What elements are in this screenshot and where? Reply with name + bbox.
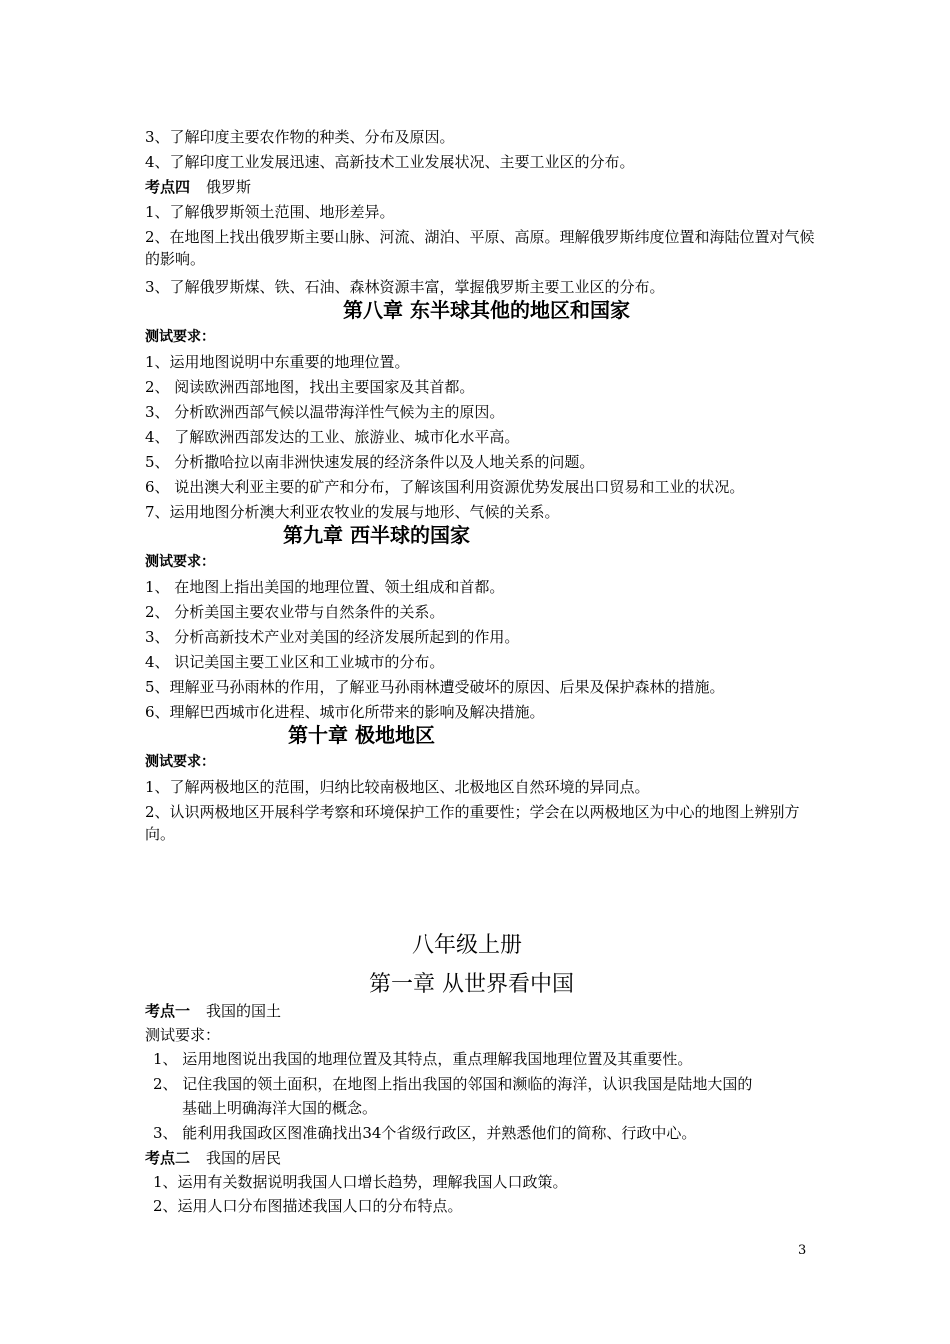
territory-item-3: 3、 能利用我国政区图准确找出34个省级行政区，并熟悉他们的简称、行政中心。 [153,1124,697,1142]
ch9-item: 5、理解亚马孙雨林的作用，了解亚马孙雨林遭受破坏的原因、后果及保护森林的措施。 [145,678,725,696]
requirements-label: 测试要求： [145,1026,221,1044]
territory-item-2-cont: 基础上明确海洋大国的概念。 [182,1099,378,1117]
kaodian-title: 我国的居民 [206,1149,282,1167]
ch10-item: 1、了解两极地区的范围，归纳比较南极地区、北极地区自然环境的异同点。 [145,778,650,796]
kaodian-label: 考点四 [145,178,191,196]
ch8-item: 6、 说出澳大利亚主要的矿产和分布，了解该国利用资源优势发展出口贸易和工业的状况。 [145,478,745,496]
chapter-9-requirements-label: 测试要求： [145,554,215,570]
ch9-item: 2、 分析美国主要农业带与自然条件的关系。 [145,603,445,621]
ch9-item: 1、 在地图上指出美国的地理位置、领土组成和首都。 [145,578,505,596]
kaodian-label: 考点二 [145,1149,191,1167]
population-item-2: 2、运用人口分布图描述我国人口的分布特点。 [153,1197,463,1215]
kaodian-1-heading [145,1000,281,1022]
chapter-1-title: 第一章 从世界看中国 [369,972,574,997]
territory-item-1: 1、 运用地图说出我国的地理位置及其特点，重点理解我国地理位置及其重要性。 [153,1050,693,1068]
russia-item-2: 2、在地图上找出俄罗斯主要山脉、河流、湖泊、平原、高原。理解俄罗斯纬度位置和海陆位置对气候的影响。 [145,228,815,268]
india-item-4: 4、了解印度工业发展迅速、高新技术工业发展状况、主要工业区的分布。 [145,153,635,171]
chapter-9-title: 第九章 西半球的国家 [283,523,470,547]
ch8-item: 2、 阅读欧洲西部地图，找出主要国家及其首都。 [145,378,475,396]
ch8-item: 7、运用地图分析澳大利亚农牧业的发展与地形、气候的关系。 [145,503,560,521]
kaodian-title: 俄罗斯 [206,178,252,196]
ch10-item: 2、认识两极地区开展科学考察和环境保护工作的重要性；学会在以两极地区为中心的地图上辨别方向。 [145,803,800,843]
chapter-8-title: 第八章 东半球其他的地区和国家 [343,298,630,322]
page-number: 3 [798,1243,807,1258]
india-item-3: 3、了解印度主要农作物的种类、分布及原因。 [145,128,455,146]
ch8-item: 5、 分析撒哈拉以南非洲快速发展的经济条件以及人地关系的问题。 [145,453,595,471]
ch8-item: 1、运用地图说明中东重要的地理位置。 [145,353,410,371]
chapter-8-requirements-label: 测试要求： [145,329,215,345]
territory-item-2: 2、 记住我国的领土面积，在地图上指出我国的邻国和濒临的海洋，认识我国是陆地大国的 [153,1075,753,1093]
kaodian-label: 考点一 [145,1002,191,1020]
kaodian-title: 我国的国土 [206,1002,282,1020]
ch8-item: 4、 了解欧洲西部发达的工业、旅游业、城市化水平高。 [145,428,520,446]
kaodian-2-heading [145,1147,281,1169]
russia-item-3: 3、了解俄罗斯煤、铁、石油、森林资源丰富，掌握俄罗斯主要工业区的分布。 [145,278,665,296]
ch9-item: 3、 分析高新技术产业对美国的经济发展所起到的作用。 [145,628,520,646]
ch9-item: 6、理解巴西城市化进程、城市化所带来的影响及解决措施。 [145,703,545,721]
ch8-item: 3、 分析欧洲西部气候以温带海洋性气候为主的原因。 [145,403,505,421]
population-item-1: 1、运用有关数据说明我国人口增长趋势，理解我国人口政策。 [153,1173,568,1191]
chapter-10-title: 第十章 极地地区 [288,723,435,747]
kaodian-4-heading [145,176,251,198]
volume-title: 八年级上册 [412,933,523,958]
ch9-item: 4、 识记美国主要工业区和工业城市的分布。 [145,653,445,671]
russia-item-1: 1、了解俄罗斯领土范围、地形差异。 [145,203,395,221]
chapter-10-requirements-label: 测试要求： [145,754,215,770]
